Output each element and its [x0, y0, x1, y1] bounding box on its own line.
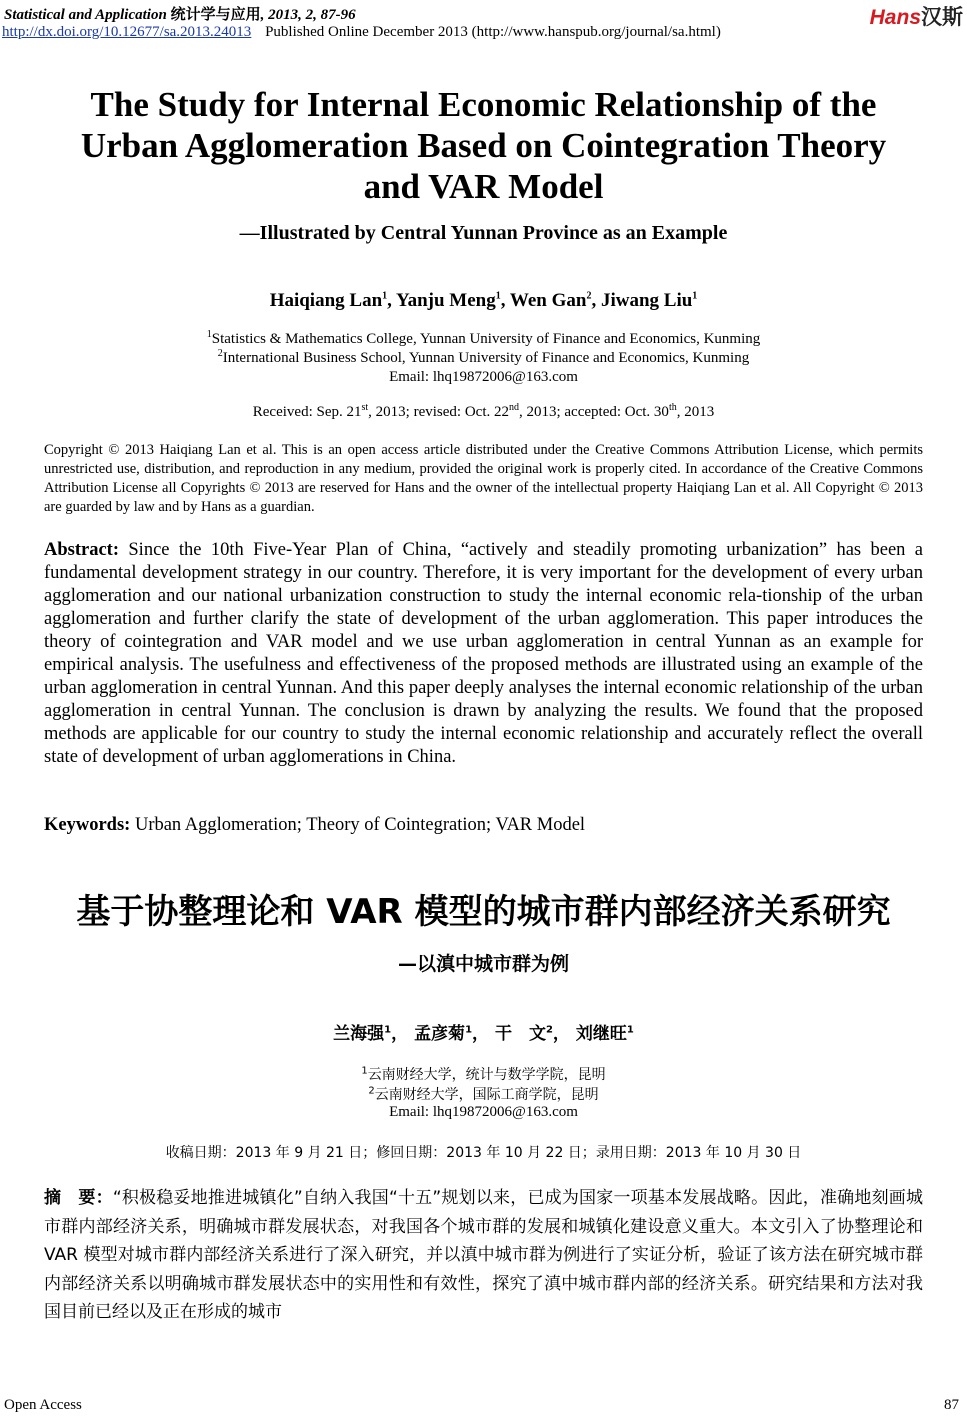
email-en: Email: lhq19872006@163.com	[389, 369, 578, 385]
ordinal-sup: th	[668, 402, 677, 413]
authors-en: Haiqiang Lan$^1$, Yanju Meng$^1$, Wen Gan$^2$, Jiwang Liu$^1$	[269, 290, 698, 311]
published-online: Published Online December 2013 (http://www.hanspub.org/journal/sa.html)	[265, 24, 721, 40]
author-sup: 1	[692, 290, 698, 302]
abstract-en	[44, 539, 923, 769]
affiliation-cn-1	[40, 1064, 927, 1084]
revised-text: , 2013; revised: Oct. 22	[368, 404, 509, 420]
affiliation-text: 云南财经大学，国际工商学院，昆明	[374, 1087, 599, 1103]
logo-latin: Hans	[869, 6, 921, 29]
affiliation-en-2	[40, 350, 927, 367]
received-cn: 收稿日期：2013 年 9 月 21 日；修回日期：2013 年 10 月 22 日；录用日期：2013 年 10 月 30 日	[165, 1145, 802, 1161]
affiliation-en-1	[40, 331, 927, 348]
subtitle-cn: —以滇中城市群为例	[397, 953, 569, 975]
publisher-logo	[870, 1, 963, 31]
title-en-line: The Study for Internal Economic Relationship of the	[90, 85, 877, 124]
title-en-line: and VAR Model	[363, 167, 604, 206]
title-en-line: Urban Agglomeration Based on Cointegration Theory	[80, 126, 887, 165]
doi-line	[2, 24, 721, 41]
author-sup: 1	[495, 290, 501, 302]
logo-cn: 汉斯	[921, 6, 963, 29]
ordinal-sup: st	[361, 402, 369, 413]
author-name: Yanju Meng	[395, 290, 496, 311]
received-en	[40, 404, 927, 421]
ordinal-sup: nd	[508, 402, 519, 413]
received-text: Received: Sep. 21	[252, 404, 362, 420]
author-name-cn: 孟彦菊	[414, 1024, 466, 1044]
abstract-text: Since the 10th Five-Year Plan of China, “actively and steadily promoting urbanization” has been a fundamental development strategy in our country. Therefore, it is very important for the development of every urban agglomeration and our national urbanization construction to study the internal economic rela-tionship of the urban agglomeration and further clarify the state of development of the urban agglomeration. This paper introduces the theory of cointegration and VAR model and we use urban agglomeration in central Yunnan as an example for empirical analysis. The usefulness and effectiveness of the proposed methods are illustrated using an example of the urban agglomeration in central Yunnan. And this paper deeply analyses the internal economic relationship of the urban agglomeration in central Yunnan. The conclusion is drawn by analyzing the results. We found that the proposed methods are applicable for our country to study the internal economic relationship and accurately reflect the overall state of development of urban agglomerations in China.	[44, 540, 923, 767]
affiliation-text: Statistics & Mathematics College, Yunnan University of Finance and Economics, Kunming	[211, 331, 761, 347]
author-name: Wen Gan	[509, 290, 587, 311]
journal-header	[4, 3, 356, 24]
author-sup: 2	[545, 1024, 553, 1036]
author-name: Jiwang Liu	[600, 290, 693, 311]
abstract-label-cn: 摘 要：	[44, 1188, 113, 1208]
keywords-text: Urban Agglomeration; Theory of Cointegration; VAR Model	[134, 815, 586, 835]
doi-link[interactable]: http://dx.doi.org/10.12677/sa.2013.24013	[2, 24, 252, 40]
authors-cn: 兰海强$^1$， 孟彦菊$^1$， 干 文$^2$， 刘继旺$^1$	[333, 1024, 634, 1044]
author-sup: 1	[382, 290, 388, 302]
author-name-cn: 刘继旺	[575, 1024, 627, 1044]
affiliation-sup: 2	[217, 348, 223, 359]
affiliation-text: International Business School, Yunnan University of Finance and Economics, Kunming	[222, 350, 750, 366]
affiliation-cn-2	[40, 1084, 927, 1104]
affiliation-sup: 1	[206, 329, 212, 340]
year-text: , 2013	[676, 404, 715, 420]
author-sup: 1	[384, 1024, 392, 1036]
author-sup: 2	[586, 290, 592, 302]
abstract-cn	[44, 1184, 923, 1327]
journal-name-en: Statistical and Application	[4, 7, 167, 23]
copyright-notice: Copyright © 2013 Haiqiang Lan et al. This is an open access article distributed under the Creative Commons Attribution License, which permits unrestricted use, distribution, and reproduction in any medium, provided the original work is properly cited. In accordance of the Creative Commons Attribution License all Copyrights © 2013 are reserved for Hans and the owner of the intellectual property Haiqiang Lan et al. All Copyright © 2013 are guarded by law and by Hans as a guardian.	[44, 442, 923, 515]
affiliation-sup: 1	[361, 1065, 368, 1077]
keywords-label: Keywords:	[44, 815, 131, 835]
author-sup: 1	[465, 1024, 473, 1036]
journal-issue: , 2013, 2, 87-96	[260, 7, 356, 23]
keywords-en	[44, 814, 923, 837]
affiliation-text: 云南财经大学，统计与数学学院，昆明	[367, 1067, 606, 1083]
journal-name-cn: 统计学与应用	[170, 7, 261, 23]
page-number: 87	[944, 1397, 959, 1413]
footer-open-access: Open Access	[4, 1397, 82, 1413]
author-name: Haiqiang Lan	[269, 290, 383, 311]
author-name-cn: 干 文	[494, 1024, 546, 1044]
abstract-label: Abstract:	[44, 540, 120, 560]
abstract-text-cn: “积极稳妥地推进城镇化”自纳入我国“十五”规划以来，已成为国家一项基本发展战略。因此，准确地刻画城市群内部经济关系，明确城市群发展状态，对我国各个城市群的发展和城镇化建设意义重大。本文引入了协整理论和 VAR 模型对城市群内部经济关系进行了深入研究，并以滇中城市群为例进行了实证分析，验证了该方法在研究城市群内部经济关系以明确城市群发展状态中的实用性和有效性，探究了滇中城市群内部的经济关系。研究结果和方法对我国目前已经以及正在形成的城市	[44, 1188, 923, 1322]
affiliation-sup: 2	[368, 1085, 375, 1097]
accepted-text: , 2013; accepted: Oct. 30	[518, 404, 669, 420]
subtitle-en: —Illustrated by Central Yunnan Province as an Example	[239, 222, 728, 244]
email-cn: Email: lhq19872006@163.com	[389, 1104, 578, 1120]
title-en	[40, 84, 927, 207]
author-name-cn: 兰海强	[333, 1024, 385, 1044]
title-cn: 基于协整理论和 VAR 模型的城市群内部经济关系研究	[76, 892, 891, 932]
author-sup: 1	[626, 1024, 634, 1036]
